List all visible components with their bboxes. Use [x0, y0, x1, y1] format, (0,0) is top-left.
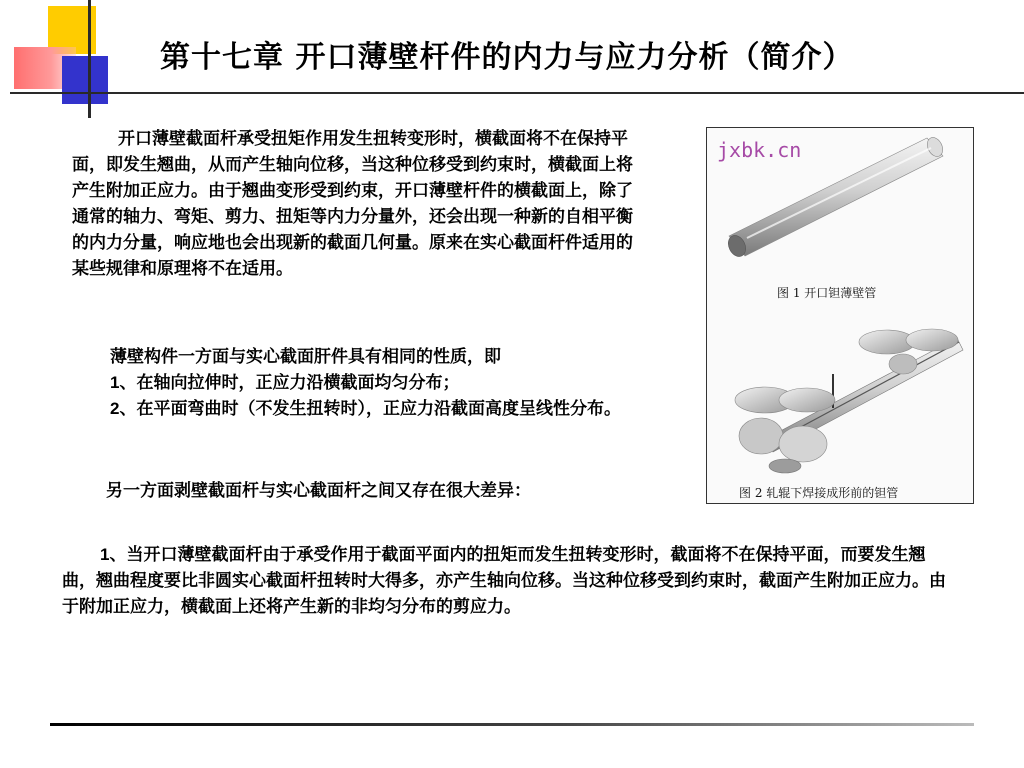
- intro-paragraph: 开口薄壁截面杆承受扭矩作用发生扭转变形时，横截面将不在保持平面，即发生翘曲，从而产生轴向位移，当这种位移受到约束时，横截面上将产生附加正应力。由于翘曲变形受到约束，开口薄壁杆件的横截面上，除了通常的轴力、弯矩、剪力、扭矩等内力分量外，还会出现一种新的自相平衡的内力分量，响应地也会出现新的截面几何量。原来在实心截面杆件适用的某些规律和原理将不在适用。: [72, 129, 633, 279]
- figure-illustration: [707, 128, 973, 502]
- item-number: 1: [100, 545, 110, 564]
- figure-panel: [706, 127, 974, 504]
- title-divider: [88, 92, 1024, 94]
- logo-blue-square: [62, 56, 108, 104]
- item-text: 、在轴向拉伸时，正应力沿横截面均匀分布；: [119, 373, 460, 393]
- similarity-intro: 薄壁构件一方面与实心截面肝件具有相同的性质，即: [110, 347, 501, 367]
- slide-logo-decoration: [0, 0, 120, 120]
- figure-2-caption: 图 2 轧辊下焊接成形前的钽管: [739, 486, 899, 500]
- item-text: 、当开口薄壁截面杆由于承受作用于截面平面内的扭矩而发生扭转变形时，截面将不在保持平面，而要发生翘曲，翘曲程度要比非圆实心截面杆扭转时大得多，亦产生轴向位移。当这种位移受到约束时，截面产生附加正应力。由于附加正应力，横截面上还将产生新的非均匀分布的剪应力。: [62, 545, 946, 617]
- similarity-paragraph: [72, 344, 644, 422]
- logo-vertical-line: [88, 0, 91, 118]
- item-number: 2: [110, 399, 120, 418]
- footer-divider: [50, 723, 974, 726]
- figure-watermark: jxbk.cn: [717, 138, 802, 162]
- slide-title: 第十七章 开口薄壁杆件的内力与应力分析（简介）: [160, 40, 854, 75]
- figure-1-caption: 图 1 开口钽薄壁管: [777, 286, 877, 300]
- item-text: 、在平面弯曲时（不发生扭转时），正应力沿截面高度呈线性分布。: [119, 399, 621, 419]
- item-number: 1: [110, 373, 120, 392]
- similarity-item-1: [72, 370, 644, 396]
- difference-item-1: [62, 542, 958, 620]
- similarity-item-2: [72, 396, 644, 422]
- roller-tube-drawing: [735, 329, 963, 473]
- difference-intro-paragraph: 另一方面剥壁截面杆与实心截面杆之间又存在很大差异：: [106, 481, 531, 501]
